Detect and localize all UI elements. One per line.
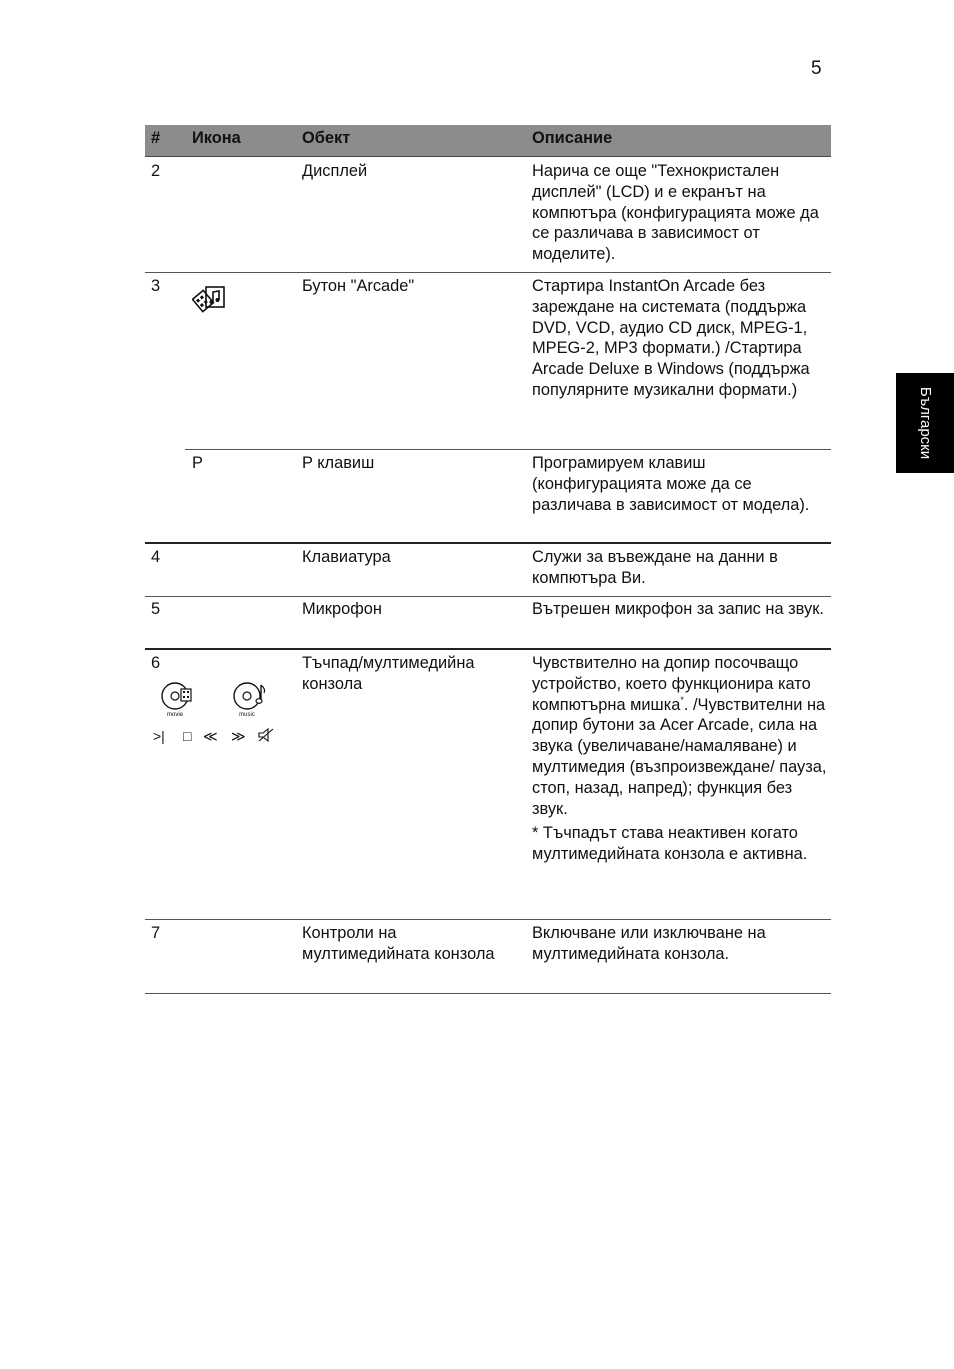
component-table (145, 125, 831, 994)
language-tab-label: Български (917, 386, 934, 460)
row-number: 6 (151, 654, 161, 672)
header-num: # (151, 129, 161, 147)
page-number: 5 (811, 58, 822, 79)
media-controls-icons (153, 728, 283, 748)
row-number: 5 (151, 600, 161, 618)
play-pause-icon: >| (153, 728, 165, 744)
row-description: Стартира InstantOn Arcade без зареждане на системата (поддържа DVD, VCD, аудио CD диск, MPEG-1, MPEG-2, MP3 формати.) /Стартира Arcade Deluxe в Windows (поддържа популярните музикални формати.) (532, 277, 810, 399)
table-row (145, 273, 831, 450)
description-note: * Тъчпадът става неактивен когато мултимедийната конзола е активна. (532, 824, 808, 864)
table-row (145, 450, 831, 544)
language-tab (896, 373, 954, 473)
header-description: Описание (532, 129, 613, 147)
row-object: Контроли на мултимедийната конзола (302, 924, 495, 963)
row-number: 2 (151, 162, 161, 180)
description-continued: . /Чувствителни на допир бутони за Acer Arcade, сила на звука (увеличаване/намаляване) и мултимедия (възпроизвеждане/ пауза, стоп, назад, напред); функция без звук. (532, 695, 827, 818)
rewind-icon: ≪ (203, 728, 218, 744)
fast-forward-icon: ≫ (231, 728, 246, 744)
row-description (532, 653, 827, 865)
arcade-icon (192, 283, 234, 325)
row-description: Включване или изключване на мултимедийната конзола. (532, 924, 766, 963)
row-description: Нарича се още "Технокристален дисплей" (LCD) и е екранът на компютъра (конфигурацията може да се различава в зависимост от моделите). (532, 162, 819, 264)
table-row (145, 920, 831, 994)
row-object: Дисплей (302, 162, 368, 180)
table-row (145, 157, 831, 273)
row-object: Микрофон (302, 600, 382, 618)
row-object: Тъчпад/мултимедийна конзола (302, 654, 475, 693)
row-description: Вътрешен микрофон за запис на звук. (532, 600, 824, 618)
header-object: Обект (302, 129, 351, 147)
stop-icon: □ (183, 728, 192, 744)
music-icon-label: music (239, 712, 255, 718)
movie-icon-label: movie (166, 712, 184, 718)
row-object: P клавиш (302, 454, 375, 472)
table-row (145, 597, 831, 650)
row-description: Програмируем клавиш (конфигурацията може да се различава в зависимост от модела). (532, 454, 810, 514)
movie-icon (159, 680, 195, 724)
row-icon-letter: P (192, 454, 203, 472)
header-icon: Икона (192, 129, 241, 147)
row-object: Клавиатура (302, 548, 391, 566)
mute-icon (257, 728, 275, 745)
row-object: Бутон "Arcade" (302, 277, 415, 295)
row-number: 4 (151, 548, 161, 566)
table-header (145, 125, 831, 157)
table-row (145, 650, 831, 920)
row-divider (145, 993, 831, 994)
row-number: 7 (151, 924, 161, 942)
description-main: Чувствително на допир посочващо устройство, което функционира като компютърна мишка (532, 654, 811, 714)
footnote-marker: * (680, 694, 684, 705)
table-row (145, 544, 831, 597)
row-description: Служи за въвеждане на данни в компютъра Ви. (532, 548, 778, 587)
row-number: 3 (151, 277, 161, 295)
music-icon (231, 680, 269, 724)
